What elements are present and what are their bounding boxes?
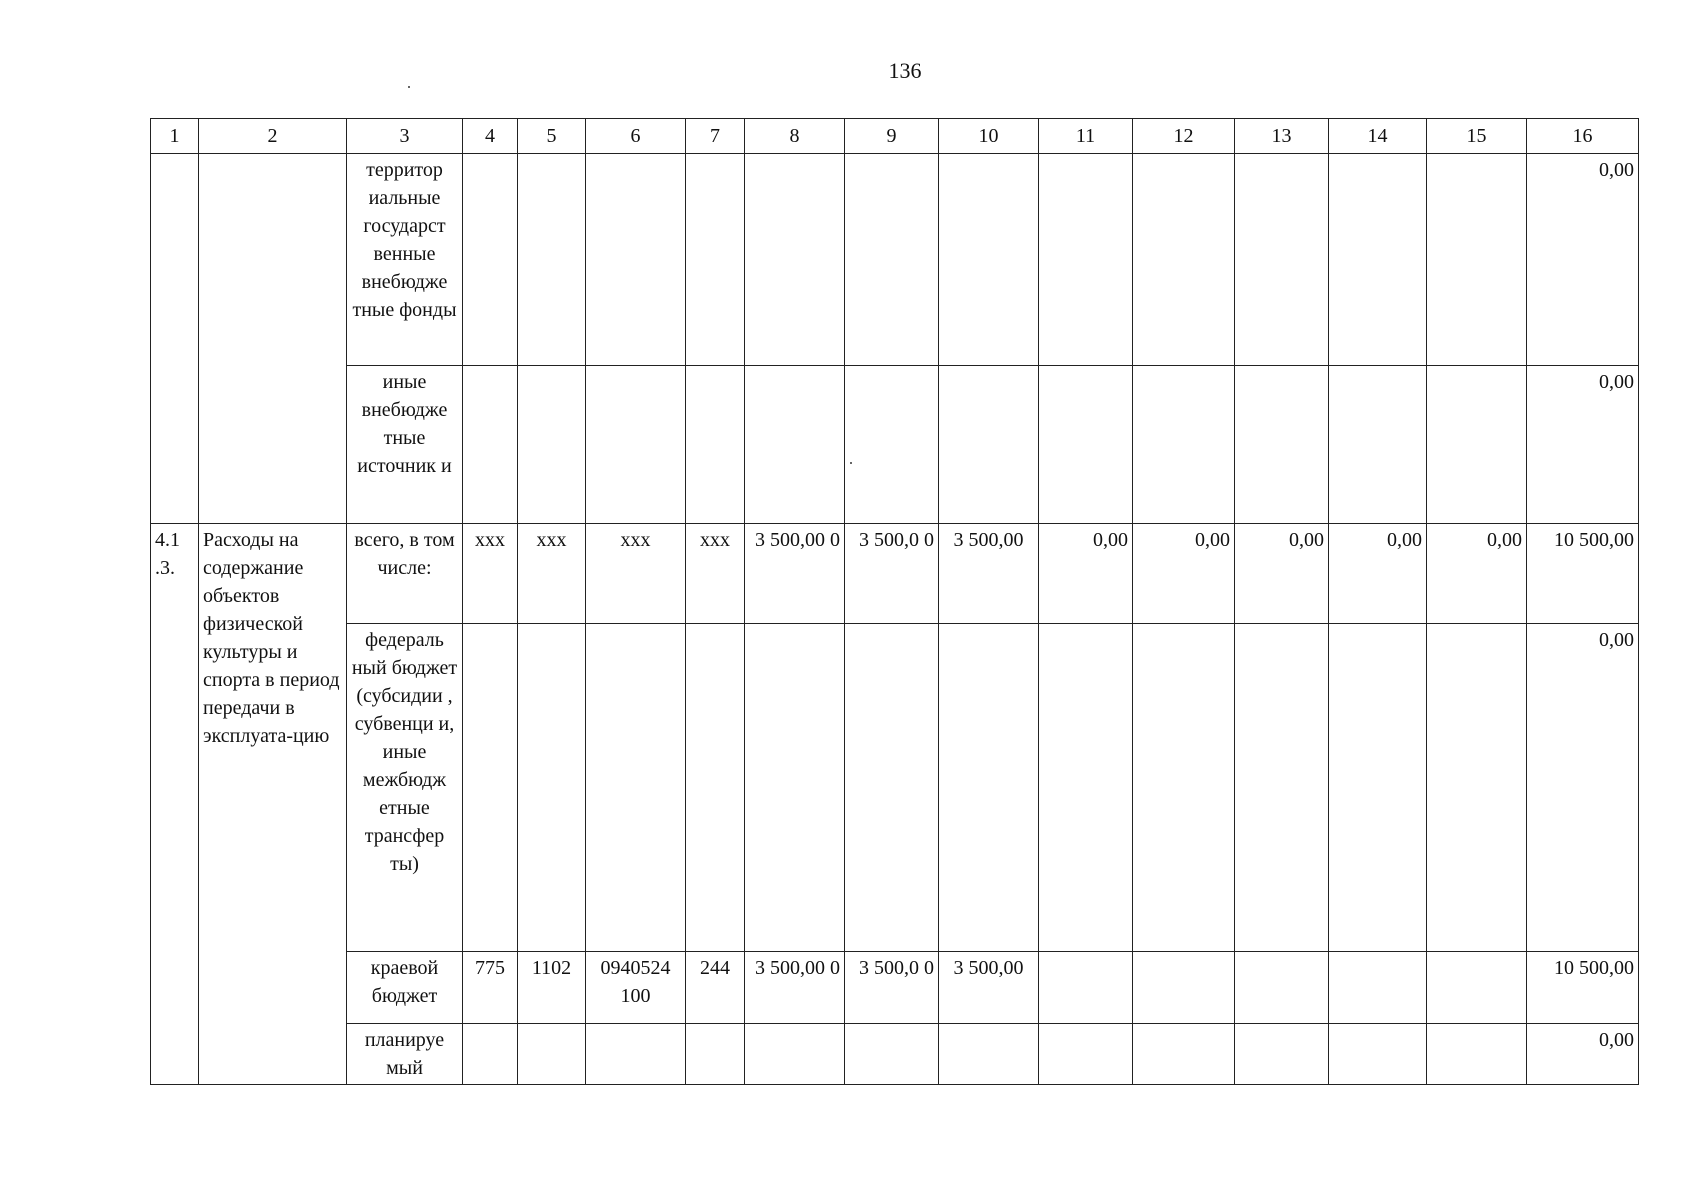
table-row [151,952,1639,1024]
table-row [151,366,1639,524]
column-header: 6 [586,119,686,154]
cell-c14: 0,00 [1329,524,1427,624]
column-header: 3 [347,119,463,154]
cell-c4: xxx [463,524,518,624]
funding-source-regional: краевой бюджет [347,952,463,1024]
total-cell: 0,00 [1527,154,1639,366]
column-header: 14 [1329,119,1427,154]
cell-c9: 3 500,0 0 [845,524,939,624]
cell-c12: 0,00 [1133,524,1235,624]
column-header: 10 [939,119,1039,154]
funding-source-federal: федераль ный бюджет (субсидии , субвенци и, иные межбюдж етные трансфер ты) [347,624,463,952]
cell-c5: xxx [518,524,586,624]
cell-c4: 775 [463,952,518,1024]
funding-source-all: всего, в том числе: [347,524,463,624]
cell-c11: 0,00 [1039,524,1133,624]
cell-c9: 3 500,0 0 [845,952,939,1024]
column-header: 4 [463,119,518,154]
column-header: 12 [1133,119,1235,154]
table-row [151,1024,1639,1085]
column-header: 11 [1039,119,1133,154]
funding-source-other: иные внебюдже тные источник и [347,366,463,524]
cell-number-empty [151,154,199,524]
funding-source-planned: планируе мый [347,1024,463,1085]
column-header: 5 [518,119,586,154]
column-number-row [151,119,1639,154]
cell-c6: xxx [586,524,686,624]
cell-c13: 0,00 [1235,524,1329,624]
budget-table [150,118,1639,1085]
total-cell: 0,00 [1527,624,1639,952]
column-header: 16 [1527,119,1639,154]
column-header: 15 [1427,119,1527,154]
funding-source-territorial: территор иальные государст венные внебюдже тные фонды [347,154,463,366]
cell-c6: 0940524 100 [586,952,686,1024]
total-cell: 0,00 [1527,366,1639,524]
cell-c7: xxx [686,524,745,624]
table-row [151,624,1639,952]
column-header: 2 [199,119,347,154]
column-header: 8 [745,119,845,154]
column-header: 1 [151,119,199,154]
page-number: 136 [888,58,922,83]
cell-c16: 10 500,00 [1527,952,1639,1024]
column-header: 9 [845,119,939,154]
cell-c7: 244 [686,952,745,1024]
cell-c10: 3 500,00 [939,952,1039,1024]
item-number: 4.1 .3. [151,524,199,1085]
cell-c8: 3 500,00 0 [745,952,845,1024]
cell-name-empty [199,154,347,524]
item-name: Расходы на содержание объектов физической культуры и спорта в период передачи в эксплуата-цию [199,524,347,1085]
cell-c16: 10 500,00 [1527,524,1639,624]
cell-c5: 1102 [518,952,586,1024]
column-header: 13 [1235,119,1329,154]
total-cell: 0,00 [1527,1024,1639,1085]
column-header: 7 [686,119,745,154]
table-row [151,524,1639,624]
cell-c10: 3 500,00 [939,524,1039,624]
table-row [151,154,1639,366]
scan-speck [408,86,410,88]
cell-c8: 3 500,00 0 [745,524,845,624]
cell-c15: 0,00 [1427,524,1527,624]
